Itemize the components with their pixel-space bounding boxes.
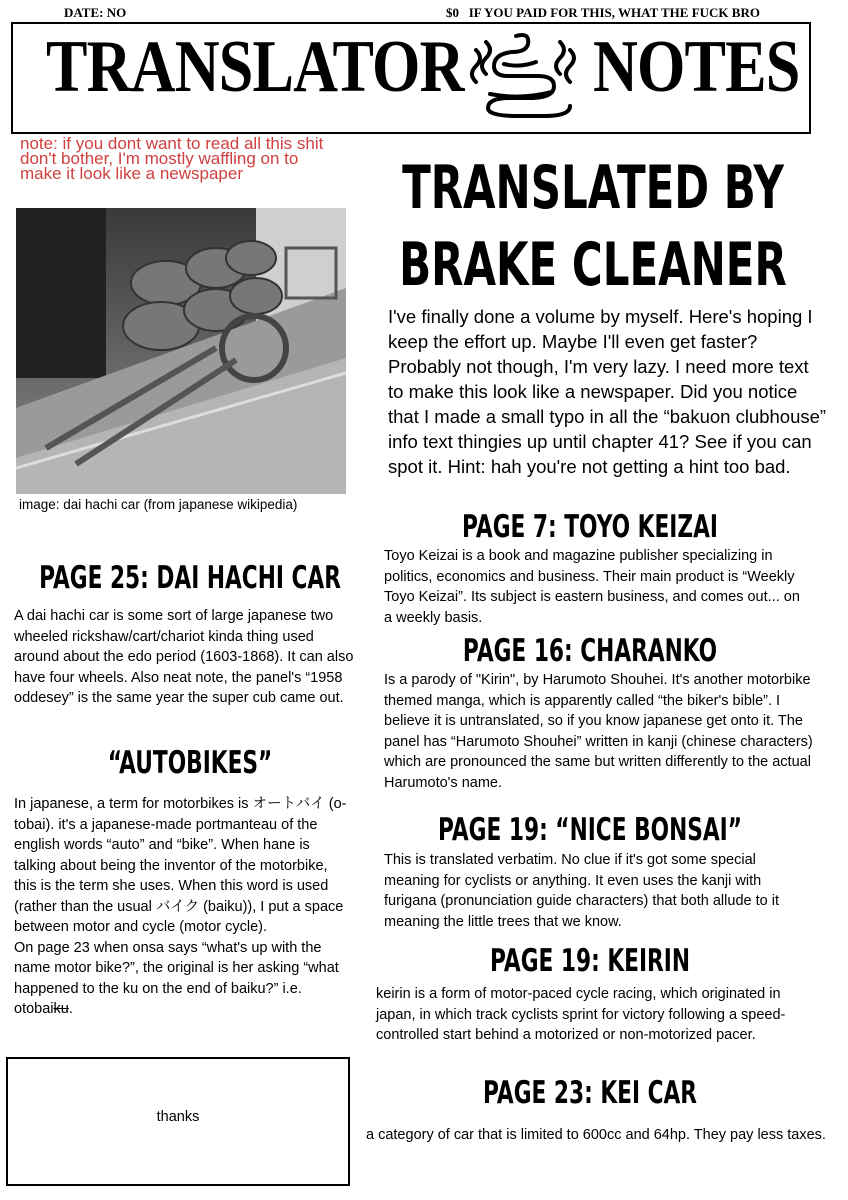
heading-keirin: PAGE 19: KEIRIN [489,943,690,979]
heading-kei-car: PAGE 23: KEI CAR [482,1075,698,1111]
date-label: DATE: NO [64,5,127,20]
image-caption: image: dai hachi car (from japanese wikipedia) [19,497,298,512]
struck-ku: ku [53,1001,69,1017]
body-toyo-keizai: Toyo Keizai is a book and magazine publisher specializing in politics, economics and business. Their main product is “Weekly Toyo Keizai”. Its subject is eastern business, and comes out... on a weekly basis. [384,548,800,626]
lede-text: I've finally done a volume by myself. Here's hoping I keep the effort up. Maybe I'll even get faster? Probably not though, I'm very lazy. I need more text to make this look like a newspaper. Did you notice that I made a small typo in all the “bakuon clubhouse” info text thingies up until chapter 41? See if you can spot it. Hint: hah you're not getting a hint too bad. [388,306,827,477]
main-headline-line1: TRANSLATED BY [402,153,784,223]
body-charanko: Is a parody of "Kirin", by Harumoto Shouhei. It's another motorbike themed manga, which is apparently called “the biker's bible”. I believe it is untranslated, so if you know japanese get onto it. The panel has “Harumoto Shouhei” written in kanji (chinese characters) which are pronounced the same but written differently to the actual Harumoto's name. [384,672,813,791]
autobikes-paragraph-1: In japanese, a term for motorbikes is オートバイ (o-tobai). it's a japanese-made portmanteau of the english words “auto” and “bike”. When hane is talking about being the inventor of the motorbike, this is the term she uses. When this word is used (rather than the usual バイク (baiku)), I put a space between motor and cycle (motor cycle). [14,796,347,935]
poop-pile-icon [468,28,578,118]
heading-nice-bonsai: PAGE 19: “NICE BONSAI” [437,812,743,848]
thanks-text: thanks [156,1109,200,1125]
cart-photo-icon [16,208,346,494]
body-dai-hachi-car: A dai hachi car is some sort of large japanese two wheeled rickshaw/cart/chariot kinda thing used around about the edo period (1603-1868). It can also have four wheels. Also neat note, the panel's “1958 oddesey” is the same year the super cub came out. [14,608,354,706]
masthead-title-right: NOTES [593,26,800,108]
masthead-title-left: TRANSLATOR [46,26,464,108]
autobikes-end: . [68,1001,73,1017]
side-note: note: if you dont want to read all this shit don't bother, I'm mostly waffling on to make it look like a newspaper [20,134,324,183]
body-kei-car: a category of car that is limited to 600cc and 64hp. They pay less taxes. [366,1127,826,1143]
main-headline-line2: BRAKE CLEANER [399,230,787,300]
autobikes-paragraph-2 [14,938,354,1020]
price-label: $0 IF YOU PAID FOR THIS, WHAT THE FUCK BRO [446,5,760,20]
body-autobikes [14,794,354,1020]
heading-dai-hachi-car: PAGE 25: DAI HACHI CAR [39,560,341,596]
autobikes-paragraph-2-text: On page 23 when onsa says “what's up with the name motor bike?”, the original is her asking “what happened to the ku on the end of baiku?” i.e. otobai [14,939,339,1017]
heading-charanko: PAGE 16: CHARANKO [462,633,718,669]
body-nice-bonsai: This is translated verbatim. No clue if it's got some special meaning for cyclists or anything. It even uses the kanji with furigana (pronunciation guide characters) that both allude to it meaning the little trees that we know. [384,852,779,930]
thanks-box [6,1057,350,1186]
body-keirin: keirin is a form of motor-paced cycle racing, which originated in japan, in which track cyclists sprint for victory following a speed-controlled start behind a motorized or non-motorized pacer. [376,986,786,1043]
heading-toyo-keizai: PAGE 7: TOYO KEIZAI [462,509,718,545]
heading-autobikes: “AUTOBIKES” [107,745,273,781]
